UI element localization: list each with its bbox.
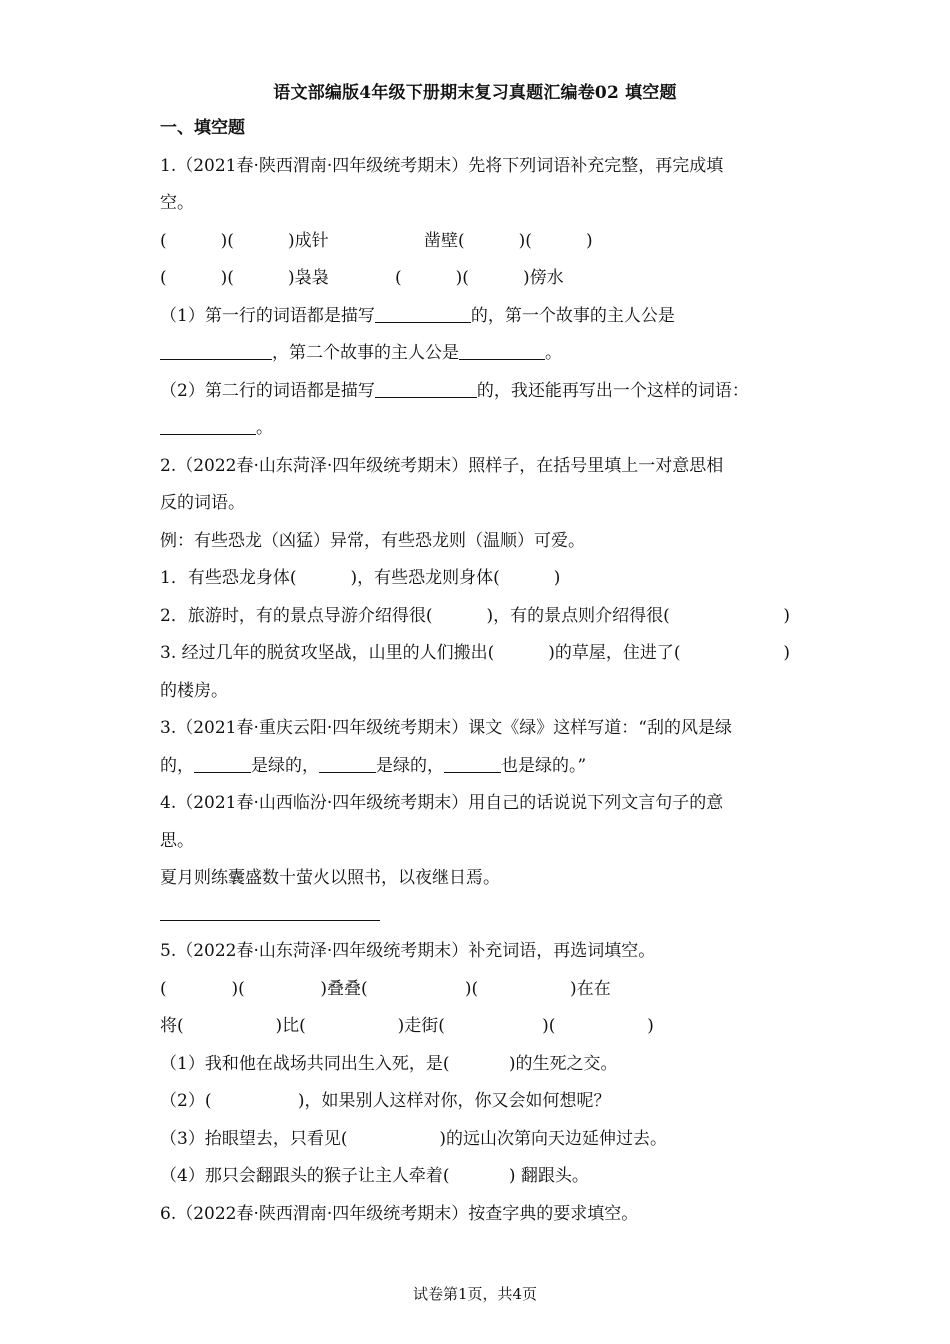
q3-stem-line2: [160, 754, 586, 778]
q5-sub1: （1）我和他在战场共同出生入死，是( )的生死之交。: [160, 1054, 618, 1074]
q1-sub2-blank2[interactable]: [160, 416, 256, 435]
q5-sub4: （4）那只会翻跟头的猴子让主人牵着( ) 翻跟头。: [160, 1166, 589, 1186]
q2-item3-continued: 的楼房。: [160, 681, 228, 701]
q1-row2-word-b: ( )( )傍水: [395, 268, 564, 288]
q6-stem: 6.（2022春·陕西渭南·四年级统考期末）按查字典的要求填空。: [160, 1204, 639, 1224]
q1-row1-word-b: 凿壁( )( ): [424, 231, 593, 251]
q1-stem-line1: 1.（2021春·陕西渭南·四年级统考期末）先将下列词语补充完整，再完成填: [160, 156, 724, 176]
q3-blank2[interactable]: [319, 754, 376, 773]
q2-item2: 2．旅游时，有的景点导游介绍得很( )，有的景点则介绍得很(: [160, 606, 670, 626]
document-title: 语文部编版4年级下册期末复习真题汇编卷02 填空题: [273, 83, 677, 103]
q2-stem-line2: 反的词语。: [160, 493, 245, 513]
q2-example: 例：有些恐龙（凶猛）异常，有些恐龙则（温顺）可爱。: [160, 531, 585, 551]
q2-item1: 1．有些恐龙身体( )，有些恐龙则身体( ): [160, 568, 561, 588]
q2-item3-close-paren: ): [783, 643, 790, 663]
q1-sub1-line1: [160, 304, 675, 328]
q5-sub3: （3）抬眼望去，只看见( )的远山次第向天边延伸过去。: [160, 1129, 667, 1149]
q5-sub2: （2）( )，如果别人这样对你，你又会如何想呢？: [160, 1091, 611, 1111]
q3-blank1[interactable]: [194, 754, 251, 773]
q1-sub1-blank2[interactable]: [160, 341, 272, 360]
q3-text-b: 是绿的，: [251, 756, 319, 776]
q4-stem-line1: 4.（2021春·山西临汾·四年级统考期末）用自己的话说说下列文言句子的意: [160, 793, 724, 813]
q1-sub2-line1: [160, 379, 749, 403]
q1-sub2-text-a: （2）第二行的词语都是描写: [160, 381, 375, 401]
q1-sub1-blank3[interactable]: [459, 341, 545, 360]
q4-stem-line2: 思。: [160, 831, 194, 851]
q1-sub2-text-b: 的，我还能再写出一个这样的词语：: [476, 381, 749, 401]
q1-sub2-text-c: 。: [256, 418, 273, 438]
q2-item2-close-paren: ): [783, 606, 790, 626]
q1-row2-word-a: ( )( )袅袅: [160, 268, 329, 288]
section-heading: 一、填空题: [160, 118, 245, 138]
q1-sub1-text-b: 的，第一个故事的主人公是: [470, 306, 675, 326]
q3-blank3[interactable]: [444, 754, 501, 773]
page-footer: 试卷第1页，共4页: [412, 1285, 538, 1303]
q3-text-a: 的，: [160, 756, 194, 776]
q1-sub1-line2: [160, 341, 562, 365]
q5-word-row2: 将( )比( )走街( )( ): [160, 1016, 654, 1036]
q2-stem-line1: 2.（2022春·山东菏泽·四年级统考期末）照样子，在括号里填上一对意思相: [160, 456, 724, 476]
q1-sub1-text-a: （1）第一行的词语都是描写: [160, 306, 375, 326]
q3-text-c: 是绿的，: [376, 756, 444, 776]
q1-sub2-line2: [160, 416, 273, 440]
q1-sub1-text-d: 。: [545, 343, 562, 363]
q1-row1-word-a: ( )( )成针: [160, 231, 329, 251]
q5-word-row1: ( )( )叠叠( )( )在在: [160, 979, 611, 999]
q3-text-d: 也是绿的。”: [501, 756, 587, 776]
q5-stem: 5.（2022春·山东菏泽·四年级统考期末）补充词语，再选词填空。: [160, 941, 656, 961]
q2-item3: 3. 经过几年的脱贫攻坚战，山里的人们搬出( )的草屋，住进了(: [160, 643, 681, 663]
q4-answer-line[interactable]: [160, 920, 380, 921]
q1-sub2-blank1[interactable]: [375, 379, 477, 398]
q1-sub1-blank1[interactable]: [375, 304, 471, 323]
q4-classical-quote: 夏月则练囊盛数十萤火以照书，以夜继日焉。: [160, 868, 500, 888]
q1-sub1-text-c: ，第二个故事的主人公是: [272, 343, 459, 363]
q1-stem-line2: 空。: [160, 193, 194, 213]
q3-stem-line1: 3.（2021春·重庆云阳·四年级统考期末）课文《绿》这样写道：“刮的风是绿: [160, 718, 732, 738]
